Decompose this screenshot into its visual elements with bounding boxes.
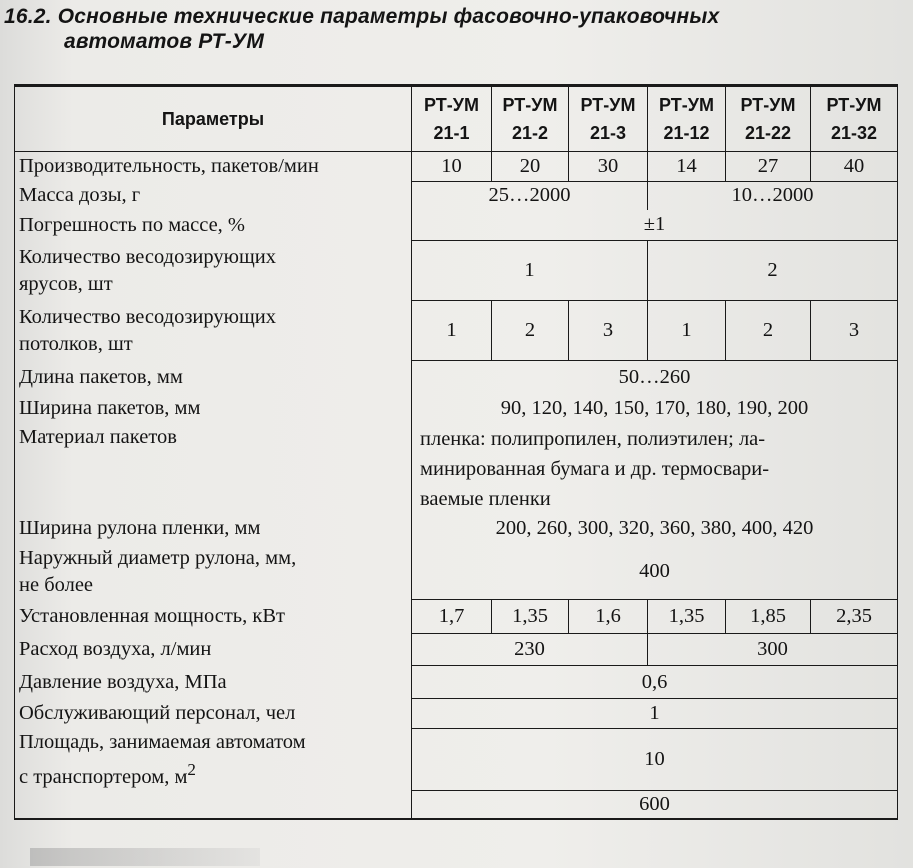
row-label-line: с транспортером, м [19, 765, 188, 788]
cell-value: 20 [492, 152, 569, 182]
table-row [15, 182, 898, 210]
cell-value: 10 [412, 152, 492, 182]
row-label: Обслуживающий персонал, чел [15, 699, 412, 729]
table-row [15, 729, 898, 791]
cell-value: 300 [648, 634, 898, 666]
row-label [15, 241, 412, 301]
cell-line: минированная бумага и др. термосвари- [420, 457, 770, 480]
cell-value: 50…260 [412, 361, 898, 394]
cell-value: 27 [726, 152, 811, 182]
cell-value: 1 [412, 241, 648, 301]
model-header [569, 86, 648, 152]
table-row [15, 210, 898, 241]
row-label-line: ярусов, шт [19, 272, 113, 295]
row-label-line: Количество весодозирующих [19, 245, 276, 268]
row-label: Масса дозы, г [15, 182, 412, 210]
parameters-table [14, 84, 898, 820]
cell-value: 1 [412, 699, 898, 729]
cell-value: ±1 [412, 210, 898, 241]
section-title-line2: автоматов РТ-УМ [64, 30, 265, 53]
model-name: РТ-УМ [659, 95, 714, 115]
model-header [412, 86, 492, 152]
unit-superscript: 2 [187, 759, 196, 779]
table-row [15, 666, 898, 699]
cell-value: 2 [726, 301, 811, 361]
blurred-watermark [30, 848, 260, 866]
model-name: РТ-УМ [580, 95, 636, 115]
row-label-empty [15, 790, 412, 819]
cell-value: 3 [811, 301, 898, 361]
row-label: Длина пакетов, мм [15, 361, 412, 394]
model-code: 21-2 [511, 123, 549, 143]
row-label [15, 301, 412, 361]
row-label-line: не более [19, 573, 94, 596]
cell-value: 40 [811, 152, 898, 182]
table-row [15, 394, 898, 424]
row-label: Погрешность по массе, % [15, 210, 412, 241]
row-label-line: Наружный диаметр рулона, мм, [19, 546, 297, 569]
model-header [492, 86, 569, 152]
table-row [15, 699, 898, 729]
cell-value: 400 [412, 544, 898, 600]
cell-value: 1,35 [492, 600, 569, 634]
header-row [15, 86, 898, 152]
cell-value: 1,85 [726, 600, 811, 634]
cell-value: 2 [648, 241, 898, 301]
cell-value: 10 [412, 729, 898, 791]
cell-value: 1 [412, 301, 492, 361]
model-header [726, 86, 811, 152]
row-label: Расход воздуха, л/мин [15, 634, 412, 666]
table-row [15, 790, 898, 819]
row-label: Ширина рулона пленки, мм [15, 514, 412, 544]
table-row [15, 544, 898, 600]
cell-value: 600 [412, 790, 898, 819]
section-title [4, 4, 909, 54]
model-name: РТ-УМ [826, 95, 882, 115]
cell-value: 1,6 [569, 600, 648, 634]
row-label: Производительность, пакетов/мин [15, 152, 412, 182]
parameters-header: Параметры [15, 86, 412, 152]
cell-value: 230 [412, 634, 648, 666]
cell-value: 200, 260, 300, 320, 360, 380, 400, 420 [412, 514, 898, 544]
cell-value: 1 [648, 301, 726, 361]
cell-value: 1,7 [412, 600, 492, 634]
cell-value: 10…2000 [648, 182, 898, 210]
row-label: Материал пакетов [15, 424, 412, 514]
row-label [15, 544, 412, 600]
cell-value: 30 [569, 152, 648, 182]
model-code: 21-22 [744, 123, 792, 143]
cell-value: 90, 120, 140, 150, 170, 180, 190, 200 [412, 394, 898, 424]
cell-value: 2,35 [811, 600, 898, 634]
table-row [15, 600, 898, 634]
table-row [15, 301, 898, 361]
row-label-line: Количество весодозирующих [19, 305, 276, 328]
model-name: РТ-УМ [740, 95, 796, 115]
model-code: 21-1 [433, 123, 470, 143]
table-row [15, 152, 898, 182]
table-row [15, 241, 898, 301]
table-row [15, 634, 898, 666]
model-name: РТ-УМ [424, 95, 479, 115]
model-header [811, 86, 898, 152]
row-label: Ширина пакетов, мм [15, 394, 412, 424]
cell-value: 0,6 [412, 666, 898, 699]
row-label-line: потолков, шт [19, 332, 133, 355]
model-code: 21-12 [663, 123, 710, 143]
row-label [15, 729, 412, 791]
model-name: РТ-УМ [502, 95, 558, 115]
cell-value: 2 [492, 301, 569, 361]
table-row [15, 514, 898, 544]
cell-line: пленка: полипропилен, полиэтилен; ла- [420, 427, 766, 450]
cell-value: 14 [648, 152, 726, 182]
cell-value: 1,35 [648, 600, 726, 634]
model-code: 21-3 [589, 123, 627, 143]
model-code: 21-32 [830, 123, 878, 143]
model-header [648, 86, 726, 152]
row-label: Установленная мощность, кВт [15, 600, 412, 634]
cell-line: ваемые пленки [420, 487, 551, 510]
table-row [15, 361, 898, 394]
section-title-line1: 16.2. Основные технические параметры фасовочно-упаковочных [4, 5, 720, 28]
table-row [15, 424, 898, 514]
row-label: Давление воздуха, МПа [15, 666, 412, 699]
cell-value: 25…2000 [412, 182, 648, 210]
cell-value: 3 [569, 301, 648, 361]
cell-value [412, 424, 898, 514]
row-label-line: Площадь, занимаемая автоматом [19, 730, 306, 753]
